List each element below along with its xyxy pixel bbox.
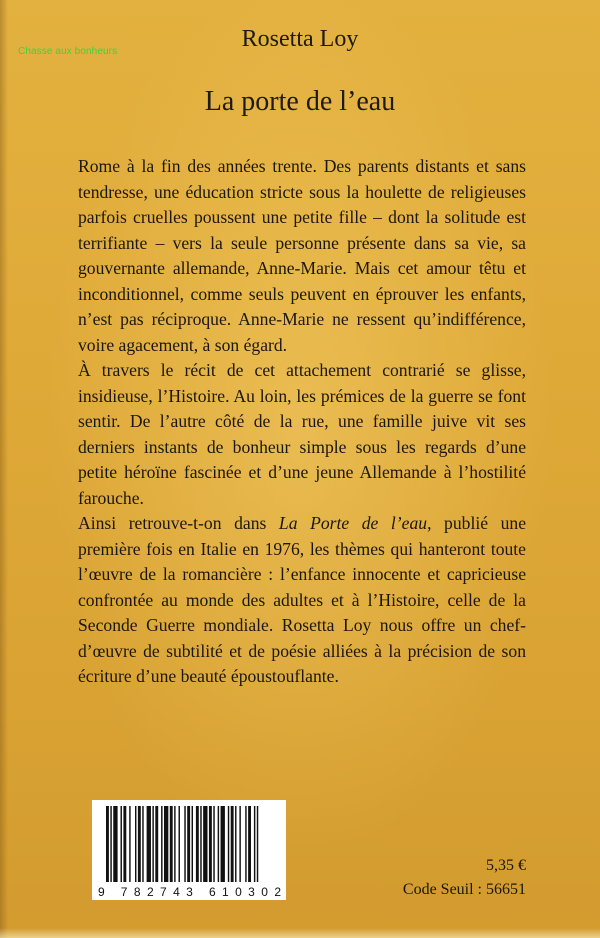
barcode-bar	[170, 806, 173, 882]
barcode-bar	[135, 806, 136, 882]
blurb-p3-end: , publié une première fois en Italie en 1976, les thèmes qui hanteront toute l’œuvre de la romancière : l’enfance innocente et capricieuse confrontée au monde des adultes et à l’Histoire, celle de la Seconde Guerre mondiale. Rosetta Loy nous offre un chef-d’œuvre de subtilité et de poésie alliées à la précision de son écriture d’une beauté époustouflante.	[78, 513, 526, 686]
barcode-bar	[129, 806, 130, 882]
barcode-bar	[235, 806, 236, 882]
barcode-bar	[184, 806, 185, 882]
cover-left-shadow	[0, 0, 8, 938]
price-label: 5,35 €	[486, 857, 526, 874]
author-name: Rosetta Loy	[241, 26, 359, 52]
barcode-bar	[203, 806, 207, 882]
cover-bottom-edge	[0, 928, 600, 938]
barcode-bar	[164, 806, 168, 882]
book-title: La porte de l’eau	[204, 86, 396, 117]
barcode-bar	[248, 806, 251, 882]
barcode-bar	[106, 806, 109, 882]
barcode-bar	[192, 806, 193, 882]
barcode-bar	[200, 806, 201, 882]
barcode-bar	[187, 806, 190, 882]
blurb-paragraph-1: Rome à la fin des années trente. Des parents distants et sans tendresse, une éducation stricte sous la houlette de religieuses parfois cruelles poussent une petite fille – dont la solitude est terrifiante – vers la seule personne présente dans sa vie, sa gouvernante allemande, Anne-Marie. Mais cet amour têtu et inconditionnel, comme seuls peuvent en éprouver les enfants, n’est pas réciproque. Anne-Marie ne ressent qu’indifférence, voire agacement, à son égard.	[78, 156, 526, 355]
barcode-bar	[218, 806, 219, 882]
barcode-bar	[147, 806, 151, 882]
barcode-bar	[123, 806, 126, 882]
barcode-bar	[161, 806, 162, 882]
barcode-bar	[228, 806, 229, 882]
blurb-paragraph-2: À travers le récit de cet attachement contrarié se glisse, insidieuse, l’Histoire. Au loin, les prémices de la guerre se font sentir. De l’autre côté de la rue, une famille juive vit ses derniers instants de bonheur simple sous les regards d’une petite héroïne fascinée et d’une jeune Allemande à l’hostilité farouche.	[78, 360, 526, 508]
code-seuil-label: Code Seuil : 56651	[402, 881, 526, 898]
barcode-bar	[254, 806, 255, 882]
barcode-bar	[231, 806, 234, 882]
barcode-bar	[152, 806, 153, 882]
barcode-bar	[213, 806, 214, 882]
barcode-bar	[245, 806, 246, 882]
barcode-bar	[113, 806, 117, 882]
barcode-bar	[174, 806, 175, 882]
blurb-paragraph-3	[78, 511, 526, 690]
barcode-bar	[196, 806, 199, 882]
barcode-bar	[110, 806, 111, 882]
barcode-digits: 9 782743 610302	[98, 885, 281, 899]
barcode-bar	[142, 806, 143, 882]
barcode-bar	[121, 806, 122, 882]
barcode-bar	[257, 806, 258, 882]
barcode-bar	[138, 806, 141, 882]
barcode-panel	[92, 800, 286, 900]
watermark-text: Chasse aux bonheurs	[18, 46, 118, 57]
blurb-text	[78, 154, 526, 690]
blurb-p3-italic-title: La Porte de l’eau	[278, 513, 428, 533]
barcode-bar	[209, 806, 212, 882]
blurb-p3-start: Ainsi retrouve-t-on dans	[78, 513, 267, 533]
barcode-bar	[239, 806, 240, 882]
barcode-image	[92, 800, 286, 900]
barcode-bar	[221, 806, 225, 882]
barcode-bar	[179, 806, 180, 882]
barcode-bar	[155, 806, 158, 882]
